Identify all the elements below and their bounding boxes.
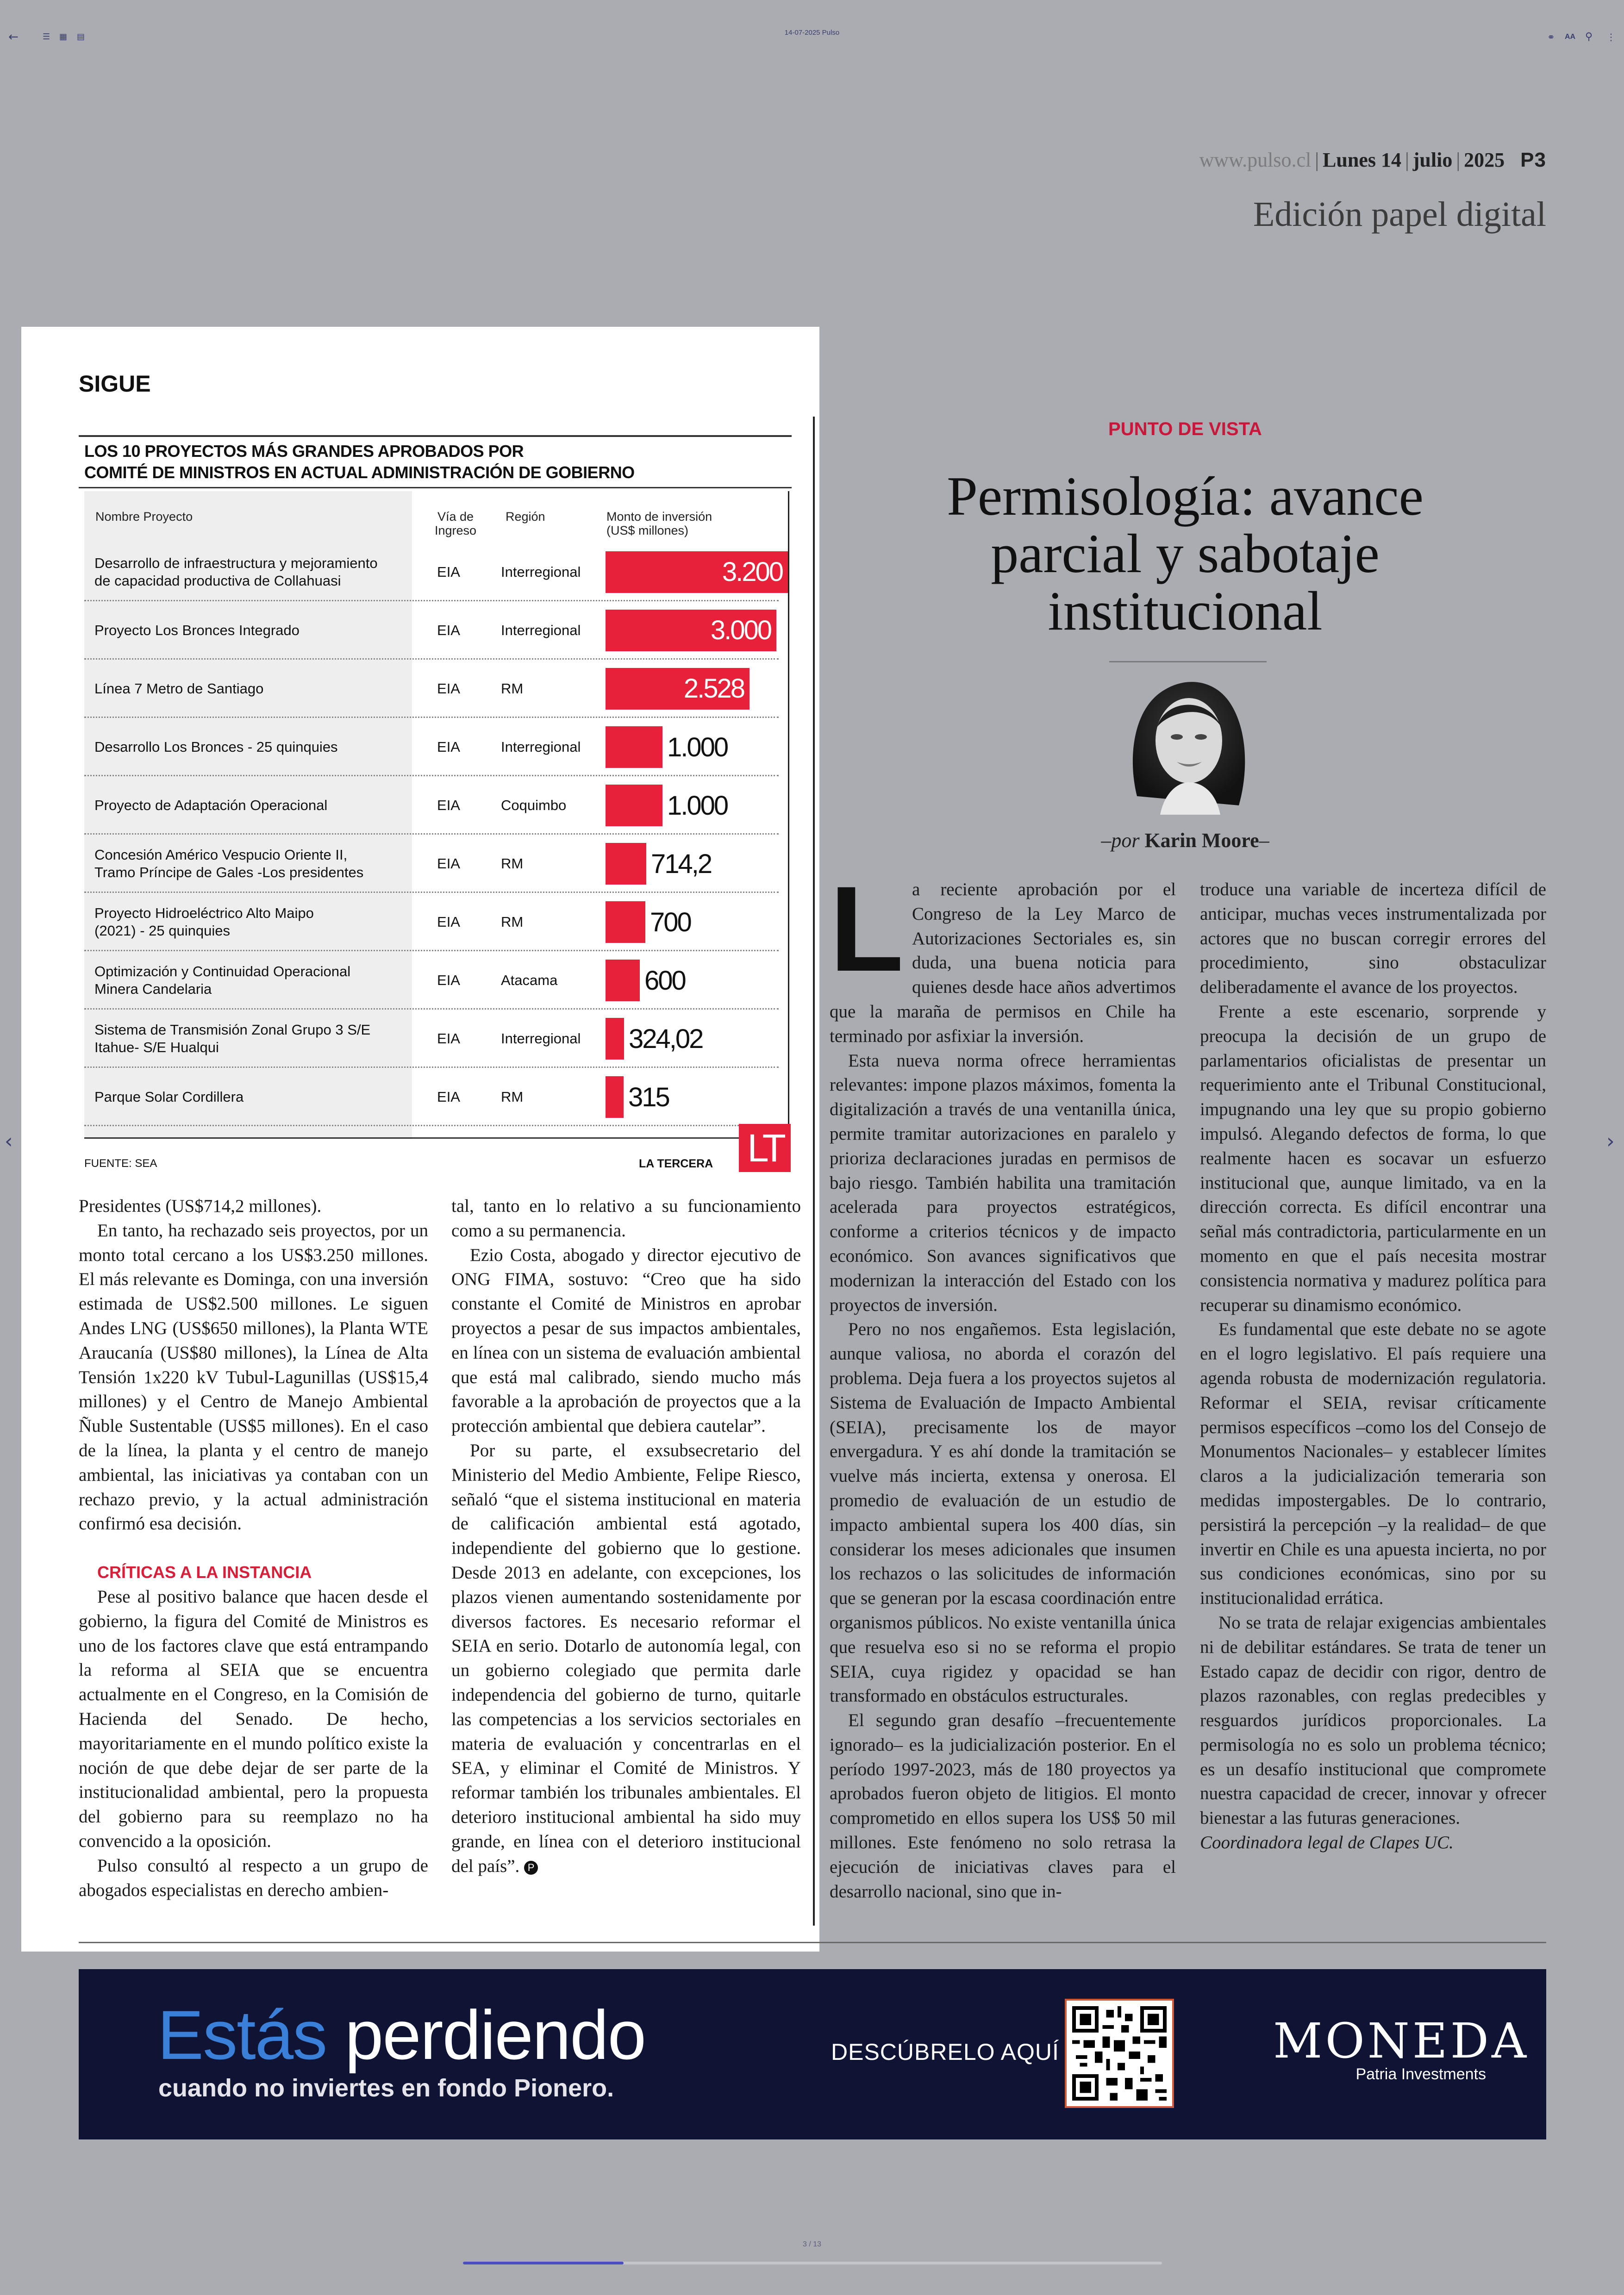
project-name: Proyecto Los Bronces Integrado	[94, 622, 300, 638]
investment-value: 700	[650, 907, 691, 937]
layout-icon[interactable]: ▤	[77, 32, 85, 42]
masthead-month: julio	[1412, 149, 1453, 171]
article-paragraph: Ezio Costa, abogado y director ejecutivo de ONG FIMA, sostuvo: “Creo que ha sido constante el Comité de Ministros en aprobar proyectos a pesar de sus impactos ambientales, en línea con un sistema de evaluación ambiental que está mal calibrado, siendo mucho más favorable a la aprobación de proyectos que a la protección ambiental que debiera cautelar”.	[451, 1245, 801, 1436]
investment-bar	[606, 610, 776, 651]
article-subhead: CRÍTICAS A LA INSTANCIA	[97, 1563, 312, 1582]
entry-type: EIA	[437, 680, 460, 697]
ad-headline: Estás perdiendo	[157, 1996, 646, 2074]
edition-label: Edición papel digital	[1253, 195, 1546, 234]
investment-value: 315	[628, 1082, 669, 1112]
header-region: Región	[506, 510, 545, 524]
investment-value: 324,02	[629, 1023, 703, 1054]
masthead-day: Lunes 14	[1323, 149, 1401, 171]
table-row	[84, 601, 786, 660]
drop-cap: L	[830, 861, 904, 997]
entry-type: EIA	[437, 855, 460, 872]
article-column-2	[451, 1194, 801, 1878]
region: RM	[501, 1089, 524, 1105]
entry-type: EIA	[437, 914, 460, 930]
header-amount: Monto de inversión (US$ millones)	[606, 510, 712, 537]
article-paragraph: Frente a este escenario, sorprende y preocupa la decisión de un grupo de parlamentarios oficialistas de presentar un requerimiento ante el Tribunal Constitucional, impugnando una ley que su propio gobierno impulsó. Alegando defectos de forma, lo que realmente hacen es socavar un esfuerzo institucional que, aunque limitado, va en la dirección correcta. Es difícil encontrar una señal más contradictoria, particularmente en un momento en que el país necesita mostrar consistencia normativa y madurez política para recuperar su dinamismo económico.	[1200, 1001, 1546, 1315]
opinion-column-2	[1200, 878, 1546, 1855]
table-row	[84, 660, 786, 718]
author-byline: –por Karin Moore–	[1101, 829, 1269, 852]
investment-value: 1.000	[667, 790, 728, 821]
table-row	[84, 835, 786, 893]
investment-value: 2.528	[683, 674, 744, 704]
article-paragraph: Pero no nos engañemos. Esta legislación, aunque valiosa, no aborda el corazón del problema. Deja fuera a los proyectos sujetos al Sistema de Evaluación de Impacto Ambiental (SEIA), precisamente los de mayor envergadura. Y es ahí donde la tramitación se vuelve más incierta, extensa y onerosa. El promedio de evaluación de un estudio de impacto ambiental supera los 400 días, sin considerar los meses adicionales que insumen los rechazos o las solicitudes de información que se generan por la escasa coordinación entre organismos públicos. No existe ventanilla única que resuelva eso si no se reforma el propio SEIA, cuya rigidez y opacidad se han transformado en obstáculos estructurales.	[830, 1319, 1176, 1706]
page-number: P3	[1520, 149, 1546, 171]
infographic-title: LOS 10 PROYECTOS MÁS GRANDES APROBADOS POR COMITÉ DE MINISTROS EN ACTUAL ADMINISTRACIÓN DE GOBIERNO	[84, 442, 635, 482]
region: Interregional	[501, 1030, 581, 1047]
investment-bar	[606, 785, 662, 826]
header-via: Vía de Ingreso	[434, 510, 477, 537]
section-label: SIGUE	[79, 371, 151, 397]
entry-type: EIA	[437, 622, 460, 638]
investment-bar	[606, 668, 750, 710]
region: Interregional	[501, 564, 581, 580]
reading-progress-bar[interactable]	[463, 2262, 1162, 2264]
article-paragraph: Esta nueva norma ofrece herramientas relevantes: impone plazos máximos, fomenta la digitalización a través de una ventanilla única, permite tramitar autorizaciones en paralelo y prioriza declaraciones juradas en permisos de bajo riesgo. También habilita una tramitación acelerada para proyectos estratégicos, conforme a criterios técnicos y de impacto económico. Son avances significativos que modernizan la interacción del Estado con los proyectos de inversión.	[830, 1050, 1176, 1315]
investment-value: 600	[644, 965, 685, 996]
region: RM	[501, 914, 524, 930]
article-column-1	[79, 1194, 428, 1902]
entry-type: EIA	[437, 797, 460, 813]
investment-value: 3.200	[722, 557, 782, 587]
article-paragraph: tal, tanto en lo relativo a su funcionamiento como a su permanencia.	[451, 1196, 801, 1241]
opinion-title: Permisología: avance parcial y sabotaje institucional	[947, 465, 1424, 642]
table-row	[84, 893, 786, 951]
text-size-icon[interactable]: AA	[1565, 33, 1576, 41]
page-masthead: www.pulso.cl | Lunes 14 | julio | 2025 P3	[1199, 149, 1546, 171]
investment-value: 3.000	[710, 615, 771, 645]
project-name: Optimización y Continuidad Operacional Minera Candelaria	[94, 963, 351, 997]
site-url[interactable]: www.pulso.cl	[1199, 149, 1312, 171]
article-paragraph: Pese al positivo balance que hacen desde el gobierno, la figura del Comité de Ministros es uno de los factores clave que está entrampando la reforma al SEIA que se encuentra actualmente en el Congreso, en la Comisión de Hacienda del Senado. De hecho, mayoritariamente en el mundo político existe la noción de que debe dejar de ser parte de la institucionalidad ambiental, pero la propuesta del gobierno para su reemplazo no ha convencido a la oposición.	[79, 1586, 428, 1851]
table-row	[84, 543, 786, 601]
project-name: Desarrollo Los Bronces - 25 quinquies	[94, 739, 338, 755]
list-icon[interactable]: ☰	[43, 32, 50, 42]
region: Interregional	[501, 739, 581, 755]
author-name: Karin Moore	[1144, 829, 1259, 852]
project-name: Desarrollo de infraestructura y mejoramiento de capacidad productiva de Collahuasi	[94, 555, 378, 589]
table-row	[84, 951, 786, 1010]
investment-value: 714,2	[651, 848, 712, 879]
entry-type: EIA	[437, 972, 460, 988]
article-paragraph: Presidentes (US$714,2 millones).	[79, 1196, 322, 1216]
investment-bar	[606, 960, 640, 1001]
la-tercera-logo: LT	[739, 1124, 791, 1172]
investment-value: 1.000	[667, 732, 728, 762]
project-name: Proyecto Hidroeléctrico Alto Maipo (2021) - 25 quinquies	[94, 905, 314, 939]
chevron-right-icon[interactable]: ›	[1606, 1129, 1615, 1153]
ad-subline: cuando no inviertes en fondo Pionero.	[158, 2074, 614, 2102]
title-divider	[1109, 661, 1267, 662]
table-row	[84, 718, 786, 776]
region: Interregional	[501, 622, 581, 638]
search-icon[interactable]: ⚲	[1585, 31, 1593, 43]
headphones-icon[interactable]: ⚭	[1547, 31, 1555, 43]
more-vertical-icon[interactable]: ⋮	[1606, 31, 1616, 43]
ad-brand-logo: MONEDA	[1273, 2013, 1530, 2069]
pulso-end-mark-icon: P	[524, 1861, 538, 1875]
investment-bar	[606, 726, 662, 768]
region: RM	[501, 680, 524, 697]
qr-code-icon[interactable]	[1065, 1999, 1174, 2108]
entry-type: EIA	[437, 739, 460, 755]
entry-type: EIA	[437, 1030, 460, 1047]
project-table	[79, 491, 792, 1139]
page-bottom-rule	[79, 1942, 1546, 1943]
project-name: Sistema de Transmisión Zonal Grupo 3 S/E Itahue- S/E Hualqui	[94, 1022, 371, 1055]
author-portrait	[1109, 667, 1267, 815]
article-paragraph: No se trata de relajar exigencias ambientales ni de debilitar estándares. Se trata de tener un Estado capaz de decidir con rigor, dentro de plazos razonables, con reglas predecibles y resguardos jurídicos proporcionales. La permisología no es solo un problema técnico; es un desafío institucional que compromete nuestra capacidad de crecer, innovar y ofrecer bienestar a las futuras generaciones.	[1200, 1612, 1546, 1828]
opinion-column-1	[830, 861, 1176, 1904]
investment-bar	[606, 901, 645, 943]
grid-icon[interactable]: ▦	[59, 32, 68, 42]
project-name: Proyecto de Adaptación Operacional	[94, 797, 328, 813]
article-paragraph: Pulso consultó al respecto a un grupo de abogados especialistas en derecho ambien-	[79, 1855, 428, 1900]
entry-type: EIA	[437, 564, 460, 580]
ad-banner[interactable]	[79, 1969, 1546, 2139]
region: Coquimbo	[501, 797, 567, 813]
issue-date-title: 14-07-2025 Pulso	[784, 29, 840, 37]
article-paragraph: troduce una variable de incerteza difícil de anticipar, muchas veces instrumentalizada por actores que no buscan corregir errores del procedimiento, sino obstaculizar deliberadamente el avance de los proyectos.	[1200, 879, 1546, 998]
ad-cta[interactable]: DESCÚBRELO AQUÍ	[831, 2039, 1059, 2065]
project-name: Concesión Américo Vespucio Oriente II, Tramo Príncipe de Gales -Los presidentes	[94, 847, 364, 880]
ad-brand-subtitle: Patria Investments	[1355, 2065, 1486, 2083]
entry-type: EIA	[437, 1089, 460, 1105]
investment-bar	[606, 551, 788, 593]
project-name: Parque Solar Cordillera	[94, 1089, 244, 1105]
project-name: Línea 7 Metro de Santiago	[94, 680, 264, 697]
table-row	[84, 1068, 786, 1126]
reader-toolbar	[0, 0, 1624, 74]
article-paragraph: Es fundamental que este debate no se agote en el logro legislativo. El país requiere una agenda robusta de modernización regulatoria. Reformar el SEIA, revisar críticamente permisos específicos –como los del Consejo de Monumentos Nacionales– y establecer límites claros a la judicialización temeraria son medidas impostergables. De lo contrario, persistirá la percepción –y la realidad– de que invertir en Chile es una apuesta incierta, no por sus condiciones económicas, sino por su institucionalidad errática.	[1200, 1319, 1546, 1609]
opinion-kicker: PUNTO DE VISTA	[1108, 419, 1262, 439]
credit-label: LA TERCERA	[639, 1157, 713, 1170]
article-paragraph: En tanto, ha rechazado seis proyectos, por un monto total cercano a los US$3.250 millones. El más relevante es Dominga, con una inversión estimada de US$2.500 millones. Le siguen Andes LNG (US$650 millones), la Planta WTE Araucanía (US$80 millones), la Línea de Alta Tensión 1x220 kV Tubul-Lagunillas (US$15,4 millones) y el Centro de Manejo Ambiental Ñuble Sustentable (US$5 millones). En el caso de la línea, la planta y el centro de manejo ambiental, las iniciativas ya contaban con un rechazo previo, y la actual administración confirmó esa decisión.	[79, 1220, 428, 1534]
infographic-table	[79, 435, 792, 1139]
investment-bar	[606, 843, 646, 885]
masthead-year: 2025	[1464, 149, 1505, 171]
author-signature: Coordinadora legal de Clapes UC.	[1200, 1833, 1454, 1853]
page-indicator: 3 / 13	[802, 2240, 822, 2248]
chevron-left-icon[interactable]: ‹	[5, 1129, 13, 1153]
header-name: Nombre Proyecto	[95, 510, 193, 524]
article-paragraph: El segundo gran desafío –frecuentemente ignorado– es la judicialización posterior. En el período 1997-2023, más de 180 proyectos ya aprobados fueron objeto de litigios. El monto comprometido en ellos supera los US$ 50 mil millones. Este fenómeno no solo retrasa la ejecución de iniciativas claves para el desarrollo nacional, sino que in-	[830, 1710, 1176, 1902]
column-divider	[813, 417, 815, 1926]
article-paragraph: Por su parte, el exsubsecretario del Ministerio del Medio Ambiente, Felipe Riesco, señaló “que el sistema institucional en materia de calificación ambiental está agotado, independiente del gobierno que lo gestione. Desde 2013 en adelante, con excepciones, los plazos vienen aumentando sostenidamente por diversos factores. Es necesario reformar el SEIA en serio. Dotarlo de autonomía legal, con un gobierno colegiado que permita darle independencia del gobierno de turno, quitarle las competencias a los servicios sectoriales en materia de evaluación y concentrarlas en el SEA, y eliminar el Comité de Ministros. Y reformar también los tribunales ambientales. El deterioro institucional ambiental ha sido muy grande, en línea con el deterioro institucional del país”. P	[451, 1440, 801, 1876]
region: RM	[501, 855, 524, 872]
table-row	[84, 776, 786, 835]
investment-bar	[606, 1076, 624, 1118]
region: Atacama	[501, 972, 558, 988]
arrow-left-icon[interactable]: ←	[8, 30, 19, 44]
reading-progress-fill	[463, 2262, 624, 2264]
investment-bar	[606, 1018, 624, 1060]
source-note: FUENTE: SEA	[84, 1157, 157, 1170]
article-paragraph: La reciente aprobación por el Congreso de la Ley Marco de Autorizaciones Sectoriales es, sin duda, una buena noticia para quienes desde hace años advertimos que la maraña de permisos en Chile ha terminado por asfixiar la inversión.	[830, 861, 1176, 1046]
table-row	[84, 1010, 786, 1068]
